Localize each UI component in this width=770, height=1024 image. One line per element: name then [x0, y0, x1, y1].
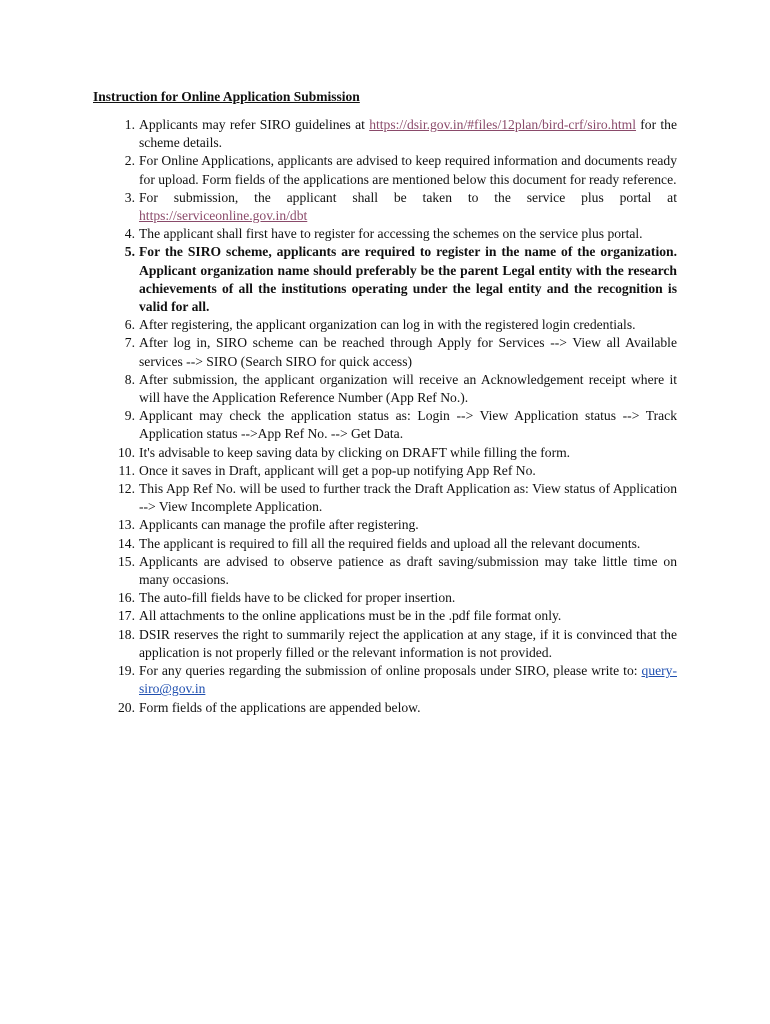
list-item [93, 225, 677, 243]
item-number: 8. [124, 371, 135, 387]
list-item [93, 535, 677, 553]
item-number: 4. [124, 226, 135, 242]
item-number: 5. [124, 244, 135, 260]
item-number: 9. [124, 408, 135, 424]
item-text: Form fields of the applications are appended below. [139, 699, 421, 715]
list-item [93, 316, 677, 334]
document-title: Instruction for Online Application Submission [93, 89, 360, 104]
item-text-post: for the scheme details. [139, 117, 677, 151]
list-item [93, 553, 677, 589]
list-item [93, 444, 677, 462]
item-text: After submission, the applicant organization will receive an Acknowledgement receipt where it will have the Application Reference Number (App Ref No.). [139, 371, 677, 406]
item-text-pre: For submission, the applicant shall be taken to the service plus portal at [139, 189, 677, 205]
list-item [93, 334, 677, 370]
list-item [93, 480, 677, 516]
item-text-pre: Applicants may refer SIRO guidelines at [139, 117, 370, 132]
item-text [139, 662, 677, 698]
item-number: 17. [118, 608, 135, 624]
item-text: All attachments to the online applications must be in the .pdf file format only. [139, 608, 562, 624]
item-text: For Online Applications, applicants are advised to keep required information and documents ready for upload. Form fields of the applications are mentioned below this document for ready reference. [139, 153, 677, 187]
item-text: Applicants can manage the profile after registering. [139, 517, 419, 533]
item-number: 7. [124, 335, 135, 351]
list-item [93, 607, 677, 625]
list-item [93, 462, 677, 480]
list-item [93, 662, 677, 698]
service-plus-portal-link[interactable]: https://serviceonline.gov.in/dbt [139, 208, 308, 224]
siro-guidelines-link[interactable]: https://dsir.gov.in/#files/12plan/bird-crf/siro.html [369, 117, 637, 132]
item-text: Applicants are advised to observe patience as draft saving/submission may take little time on many occasions. [139, 553, 677, 588]
list-item [93, 243, 677, 316]
item-text: The applicant is required to fill all the required fields and upload all the relevant documents. [139, 535, 641, 551]
item-number: 2. [124, 153, 135, 169]
item-number: 12. [118, 481, 135, 497]
item-number: 13. [118, 517, 135, 533]
query-email-link[interactable]: query-siro@gov.in [139, 663, 677, 697]
item-text: Once it saves in Draft, applicant will get a pop-up notifying App Ref No. [139, 462, 536, 478]
item-number: 18. [118, 626, 135, 642]
list-item [93, 516, 677, 534]
list-item [93, 371, 677, 407]
item-text: After log in, SIRO scheme can be reached through Apply for Services --> View all Available services --> SIRO (Search SIRO for quick access) [139, 335, 677, 369]
item-text: The applicant shall first have to register for accessing the schemes on the service plus portal. [139, 226, 643, 242]
item-text: After registering, the applicant organization can log in with the registered login credentials. [139, 317, 636, 333]
list-item [93, 699, 677, 717]
item-number: 1. [124, 117, 135, 132]
item-text: The auto-fill fields have to be clicked for proper insertion. [139, 590, 456, 606]
item-number: 20. [118, 699, 135, 715]
item-text [139, 189, 677, 225]
item-text: This App Ref No. will be used to further track the Draft Application as: View status of Application --> View Incomplete Application. [139, 481, 677, 515]
item-number: 19. [118, 663, 135, 679]
item-text [139, 116, 677, 152]
list-item [93, 407, 677, 443]
item-text: Applicant may check the application status as: Login --> View Application status --> Track Application status -->App Ref No. --> Get Data. [139, 408, 677, 442]
item-text: For the SIRO scheme, applicants are required to register in the name of the organization. Applicant organization name should preferably be the parent Legal entity with the research achievements of all the institutions operating under the legal entity and the recognition is valid for all. [139, 244, 677, 315]
item-text-pre: For any queries regarding the submission of online proposals under SIRO, please write to: [139, 663, 642, 679]
item-number: 16. [118, 590, 135, 606]
item-number: 3. [124, 189, 135, 205]
item-number: 6. [124, 317, 135, 333]
list-item [93, 152, 677, 188]
item-number: 11. [118, 462, 135, 478]
list-item [93, 589, 677, 607]
instruction-list [93, 116, 677, 717]
list-item [93, 189, 677, 225]
item-text: DSIR reserves the right to summarily reject the application at any stage, if it is convinced that the application is not properly filled or the relevant information is not provided. [139, 626, 677, 660]
item-number: 10. [118, 444, 135, 460]
item-text: It's advisable to keep saving data by clicking on DRAFT while filling the form. [139, 444, 571, 460]
list-item [93, 626, 677, 662]
list-item [93, 116, 677, 152]
item-number: 14. [118, 535, 135, 551]
item-number: 15. [118, 553, 135, 569]
